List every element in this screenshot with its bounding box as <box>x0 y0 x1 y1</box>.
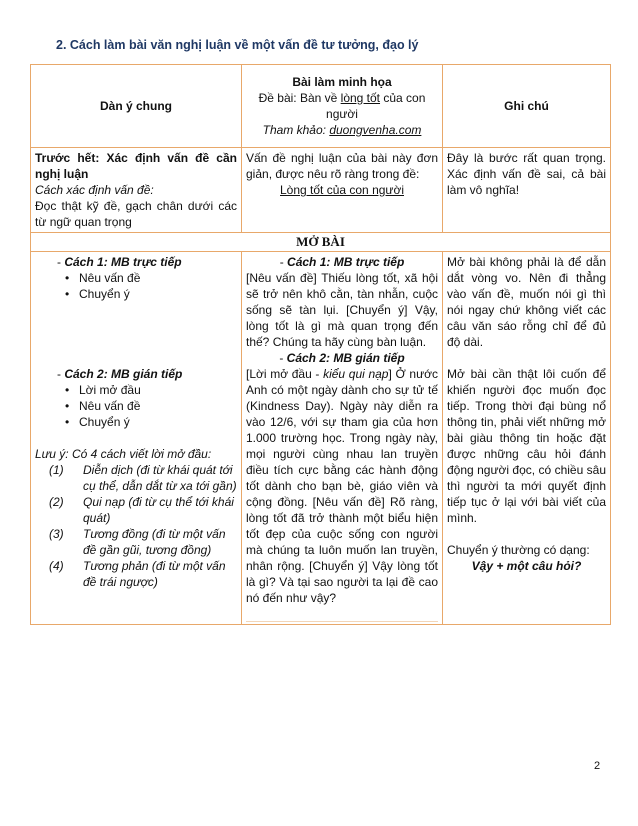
page-number: 2 <box>594 760 601 772</box>
col3-header: Ghi chú <box>443 65 611 148</box>
row1-col1: Trước hết: Xác định vấn đề cần nghị luận Cách xác định vấn đề: Đọc thật kỹ đề, gạch chân dưới các từ ngữ quan trọng <box>31 148 242 233</box>
guide-table <box>30 64 611 625</box>
table-row <box>31 148 611 233</box>
row2-col3: Mở bài không phải là để dẫn dắt vòng vo. Nên đi thẳng vào vấn đề, muốn nói gì thì nói ngay chứ không viết các câu văn sáo rỗng chỉ để đủ độ dài. Mở bài cần thật lôi cuốn để khiến người đọc muốn đọc tiếp. Trong thời đại bùng nổ thông tin, phải viết những mở bài giàu thông tin hoặc đặt được những câu hỏi đánh động người đọc, có chiều sâu thì người ta mới quyết định tiếp tục ở lại với bài viết của mình. Chuyển ý thường có dạng: Vậy + một câu hỏi? <box>443 252 611 625</box>
row2-col2: - Cách 1: MB trực tiếp [Nêu vấn đề] Thiếu lòng tốt, xã hội sẽ trở nên khô cằn, tàn nhẫn, cuộc sống sẽ tàn lụi. [Chuyển ý] Vậy, lòng tốt là gì mà quan trọng đến thế? Chúng ta hãy cùng bàn luận. - Cách 2: MB gián tiếp [Lời mở đầu - kiểu qui nạp] Ở nước Anh có một ngày dành cho sự tử tế (Kindness Day). Ngày này diễn ra vào 12/6, với sự tham gia của hơn 1.000 trường học. Trong ngày này, mọi người cùng nhau lan truyền điều tích cực bằng các hành động tốt dành cho bạn bè, giáo viên và cộng đồng. [Nêu vấn đề] Rõ ràng, lòng tốt đã trở thành một biểu hiện tốt đẹp của cuộc sống con người mà chúng ta luôn muốn lan truyền, nhân rộng. [Chuyển ý] Vậy lòng tốt là gì? Và tại sao người ta lại đề cao nó đến như vậy? <box>242 252 443 625</box>
col2-header-topic: Đề bài: Bàn về lòng tốt của con người <box>258 91 426 121</box>
table-header-row <box>31 65 611 148</box>
table-row <box>31 252 611 625</box>
row2-col1: - Cách 1: MB trực tiếp • Nêu vấn đề • Chuyển ý - Cách 2: MB gián tiếp • Lời mở đầu • Nêu vấn đề • Chuyển ý Lưu ý: Có 4 cách viết lời mở đầu: (1) Diễn dịch (đi từ khái quát tới cụ thể, dẫn dắt từ xa tới gần) (2) Qui nạp (đi từ cụ thể tới khái quát) (3) Tương đồng (đi từ một vấn đề gần gũi, tương đồng) (4) Tương phản (đi từ một vấn đề trái ngược) <box>31 252 242 625</box>
row1-col2: Vấn đề nghị luận của bài này đơn giản, được nêu rõ ràng trong đề: Lòng tốt của con người <box>242 148 443 233</box>
row1-col3: Đây là bước rất quan trọng. Xác định vấn đề sai, cả bài làm vô nghĩa! <box>443 148 611 233</box>
col2-header <box>242 65 443 148</box>
section-heading: 2. Cách làm bài văn nghị luận về một vấn đề tư tưởng, đạo lý <box>56 38 419 52</box>
topic-underlined: Lòng tốt của con người <box>280 183 404 197</box>
col2-header-title: Bài làm minh họa <box>292 75 392 89</box>
col1-header: Dàn ý chung <box>31 65 242 148</box>
reference-link[interactable]: duongvenha.com <box>329 123 422 137</box>
section-band: MỞ BÀI <box>31 233 611 252</box>
col2-header-ref: Tham khảo: duongvenha.com <box>262 123 422 137</box>
